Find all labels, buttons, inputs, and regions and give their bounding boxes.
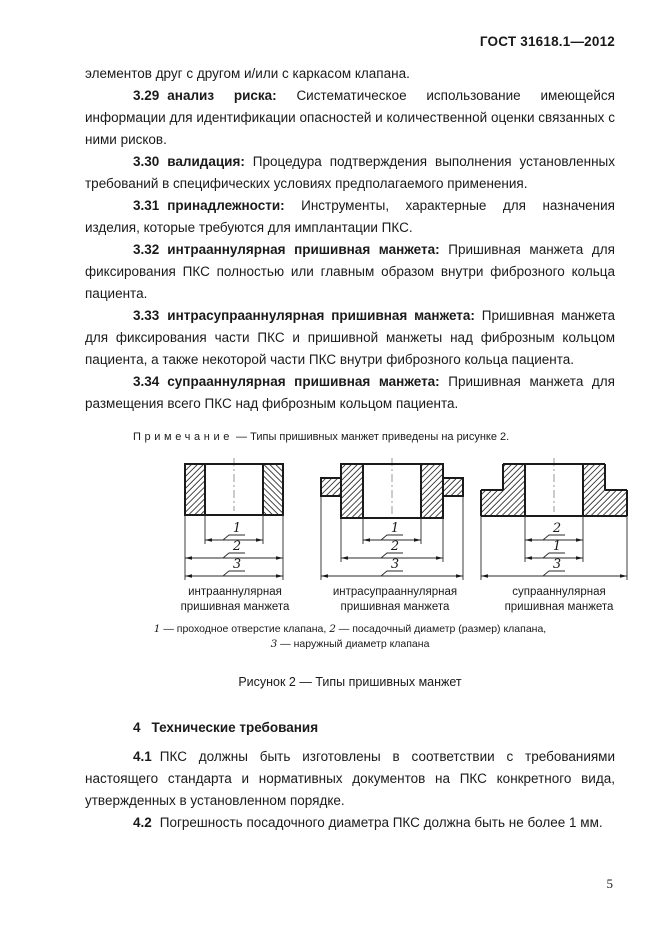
figure-panel-intraannular bbox=[155, 458, 315, 615]
panel-caption-line2: пришивная манжета bbox=[340, 601, 450, 613]
term-number: 3.29 bbox=[133, 88, 160, 103]
term-definition-3-33 bbox=[85, 305, 615, 371]
term-number: 3.34 bbox=[133, 374, 160, 389]
term-text: Пришивная манжета для размещения всего ПКС над фиброзным кольцом пациента. bbox=[85, 374, 615, 411]
term-text: Процедура подтверждения выполнения установленных требований в специфических условиях предполагаемого применения. bbox=[85, 154, 615, 191]
dim-label-2: 2 bbox=[232, 539, 242, 554]
term-text: Пришивная манжета для фиксирования ПКС полностью или главным образом внутри фиброзного кольца пациента. bbox=[85, 242, 615, 301]
term-name: валидация: bbox=[167, 154, 245, 169]
figure-2 bbox=[85, 458, 615, 615]
clause-text: ПКС должны быть изготовлены в соответствии с требованиями настоящего стандарта и нормативных документов на ПКС конкретного вида, утвержденных в установленном порядке. bbox=[85, 749, 615, 808]
figure-caption: Рисунок 2 — Типы пришивных манжет bbox=[238, 675, 462, 689]
legend-text-3: — наружный диаметр клапана bbox=[277, 638, 430, 650]
term-definition-3-29 bbox=[85, 85, 615, 151]
term-definition-3-34 bbox=[85, 371, 615, 415]
dim-label-3: 3 bbox=[390, 557, 400, 572]
term-number: 3.30 bbox=[133, 154, 160, 169]
page-number: 5 bbox=[606, 876, 613, 891]
panel-caption-line2: пришивная манжета bbox=[180, 601, 290, 613]
term-number: 3.32 bbox=[133, 242, 160, 257]
clause-number: 4.2 bbox=[133, 815, 152, 830]
dim-label-2: 2 bbox=[552, 521, 562, 536]
cuff-cross-section-diagram-supraannular bbox=[475, 458, 643, 584]
term-text: Инструменты, характерные для назначения изделия, которые требуются для имплантации ПКС. bbox=[85, 198, 615, 235]
term-number: 3.31 bbox=[133, 198, 160, 213]
term-text: Пришивная манжета для фиксирования части ПКС и пришивной манжеты над фиброзным кольцом пациента, а также некоторой части ПКС внутри фиброзного кольца пациента. bbox=[85, 308, 615, 367]
paragraph-continuation: элементов друг с другом и/или с каркасом клапана. bbox=[85, 66, 410, 81]
dim-label-3: 3 bbox=[232, 557, 242, 572]
dim-label-1: 1 bbox=[552, 539, 562, 554]
clause-4-2 bbox=[85, 812, 615, 834]
note-text: — Типы пришивных манжет приведены на рисунке 2. bbox=[236, 431, 510, 443]
dim-label-3: 3 bbox=[552, 557, 562, 572]
term-name: анализ риска: bbox=[167, 88, 277, 103]
panel-caption-line1: интрааннулярная bbox=[188, 586, 282, 598]
section-4-heading bbox=[85, 720, 615, 735]
panel-caption bbox=[181, 585, 290, 615]
term-definition-3-32 bbox=[85, 239, 615, 305]
term-name: принадлежности: bbox=[167, 198, 285, 213]
panel-caption-line2: пришивная манжета bbox=[504, 601, 614, 613]
panel-caption-line1: супрааннулярная bbox=[512, 586, 606, 598]
term-name: супрааннулярная пришивная манжета: bbox=[167, 374, 440, 389]
figure-legend-line1 bbox=[85, 622, 615, 637]
cuff-cross-section-diagram-intrasupraannular bbox=[315, 458, 475, 584]
cuff-cross-section-diagram-intraannular bbox=[155, 458, 315, 584]
dim-label-1: 1 bbox=[390, 521, 400, 536]
figure-panel-intrasupraannular bbox=[315, 458, 475, 615]
term-number: 3.33 bbox=[133, 308, 160, 323]
note bbox=[85, 430, 615, 445]
term-name: интрасупрааннулярная пришивная манжета: bbox=[167, 308, 475, 323]
figure-panel-supraannular bbox=[475, 458, 643, 615]
legend-key-3: 3 bbox=[270, 638, 278, 650]
clause-4-1 bbox=[85, 746, 615, 812]
clause-text: Погрешность посадочного диаметра ПКС должна быть не более 1 мм. bbox=[159, 815, 603, 830]
section-number: 4 bbox=[133, 720, 141, 735]
legend-key-1: 1 bbox=[153, 623, 161, 635]
legend-key-2: 2 bbox=[329, 623, 336, 635]
dim-label-1: 1 bbox=[232, 521, 242, 536]
dim-label-2: 2 bbox=[390, 539, 400, 554]
legend-text-1: — проходное отверстие клапана, bbox=[160, 623, 330, 635]
document-header: ГОСТ 31618.1—2012 bbox=[479, 34, 615, 49]
note-label: Примечание bbox=[133, 431, 233, 443]
section-title: Технические требования bbox=[151, 720, 319, 735]
term-definition-3-31 bbox=[85, 195, 615, 239]
term-text: Систематическое использование имеющейся информации для идентификации опасностей и количественной оценки связанных с ними рисков. bbox=[85, 88, 615, 147]
figure-legend bbox=[85, 622, 615, 652]
legend-text-2: — посадочный диаметр (размер) клапана, bbox=[335, 623, 547, 635]
panel-caption-line1: интрасупрааннулярная bbox=[332, 586, 458, 598]
term-name: интрааннулярная пришивная манжета: bbox=[167, 242, 440, 257]
term-definition-3-30 bbox=[85, 151, 615, 195]
document-body bbox=[0, 49, 661, 834]
clause-number: 4.1 bbox=[133, 749, 152, 764]
panel-caption bbox=[333, 585, 457, 615]
figure-legend-line2 bbox=[85, 637, 615, 652]
panel-caption bbox=[505, 585, 614, 615]
